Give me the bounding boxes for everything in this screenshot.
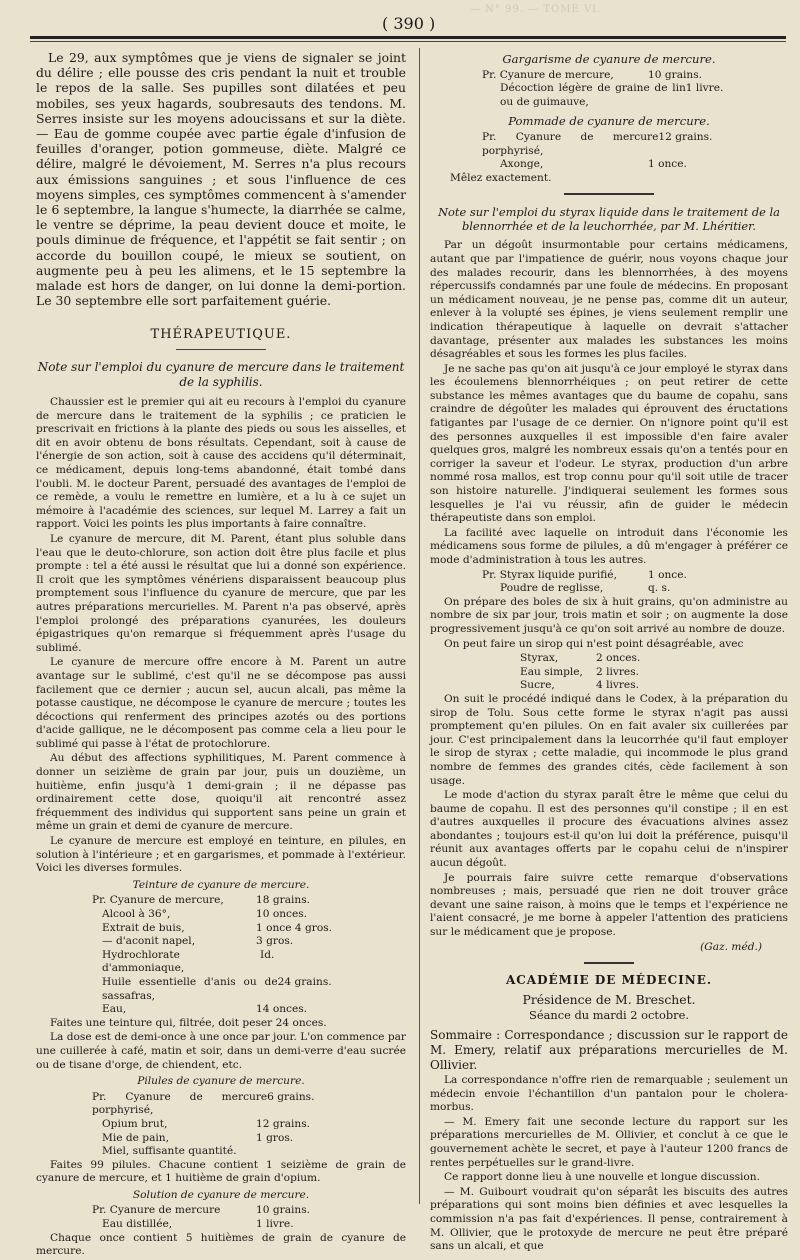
recipe-row [430, 158, 788, 172]
recipe-note: Faites 99 pilules. Chacune contient 1 seizième de grain de cyanure de mercure, et 1 huitième de grain d'opium. [36, 1158, 406, 1185]
article-divider [564, 193, 654, 195]
header-rule-thick [30, 36, 786, 39]
body-paragraph: Le cyanure de mercure, dit M. Parent, étant plus soluble dans l'eau que le deuto-chlorure, son action doit être plus facile et plus prompte : tel a été aussi le résultat que lui a donné son expérience. Il croit que les symptômes vénériens disparaissent beaucoup plus promptement sous l'influence du cyanure de mercure, que par les autres préparations mercurielles. M. Parent n'a pas observé, après l'emploi prolongé des préparations cyanurées, les douleurs épigastriques qu'on remarque si fréquemment après l'usage du sublimé. [36, 532, 406, 654]
recipe-row [36, 894, 406, 908]
quantity: 12 grains. [256, 1117, 311, 1130]
recipe-row [430, 131, 788, 158]
body-paragraph: On prépare des boles de six à huit grains, qu'on administre au nombre de six par jour, trois matin et soir ; on augmente la dose progressivement jusqu'à ce qu'on soit arrivé au nombre de douze. [430, 595, 788, 635]
quantity: 2 livres. [596, 665, 640, 678]
recipe-row [36, 1118, 406, 1132]
body-paragraph: Au début des affections syphilitiques, M. Parent commence à donner un seizième de grain par jour, puis un douzième, un huitième, enfin jusqu'à 1 demi-grain ; il ne dépasse pas ordinairement cette dose, quoiqu'il ait rencontré assez fréquemment des individus qui supportent sans peine un grain et même un grain et demi de cyanure de mercure. [36, 752, 406, 833]
page-number: ( 390 ) [382, 14, 436, 33]
quantity: 1 once. [648, 158, 687, 171]
ingredient: Eau, [102, 1003, 127, 1016]
right-column [430, 50, 788, 1255]
recipe-note: Mêlez exactement. [450, 171, 552, 184]
presidence-line: Présidence de M. Breschet. [522, 991, 696, 1007]
ingredient: Styrax, [520, 652, 559, 665]
article-title-styrax: Note sur l'emploi du styrax liquide dans le traitement de la blennorrhée et de la leuchorrhée, par M. Lhéritier. [438, 205, 780, 234]
ingredient: Pr. Styrax liquide purifié, [482, 568, 617, 581]
body-paragraph: On peut faire un sirop qui n'est point désagréable, avec [444, 637, 744, 650]
recipe-row [36, 1091, 406, 1118]
article-divider [584, 962, 634, 964]
lead-paragraph-block [36, 50, 406, 308]
recipe-title-pommade: Pommade de cyanure de mercure. [508, 114, 710, 129]
ingredient: Pr. Cyanure de mercure, [92, 894, 224, 907]
quantity: 6 grains. [267, 1090, 315, 1103]
quantity: 2 onces. [596, 652, 641, 665]
cyanure-body [36, 396, 406, 1259]
recipe-row [430, 69, 788, 83]
recipe-title-teinture: Teinture de cyanure de mercure. [132, 878, 310, 891]
quantity: 10 grains. [648, 68, 703, 81]
recipe-title-pilules: Pilules de cyanure de mercure. [137, 1075, 305, 1088]
quantity: 14 onces. [256, 1003, 308, 1016]
body-paragraph: On suit le procédé indiqué dans le Codex, à la préparation du sirop de Tolu. Sous cette forme le styrax n'agit pas aussi promptement qu'en pilules. On en fait avaler six cuillerées par jour. C'est principalement dans la leucorrhée qu'il faut employer le sirop de styrax ; cette maladie, qui incommode le plus grand nombre de femmes des grandes cités, cède facilement à son usage. [430, 692, 788, 787]
header-watermark-note: — N° 99. — TOME VI. [470, 4, 602, 15]
recipe-row [36, 1218, 406, 1232]
recipe-row [36, 949, 406, 976]
ingredient: Hydrochlorate d'ammoniaque, [102, 948, 185, 975]
ingredient: Pr. Cyanure de mercure, [482, 68, 614, 81]
ingredient: Alcool à 36°, [102, 908, 171, 921]
quantity: 10 grains. [256, 1204, 311, 1217]
recipe-row [36, 1132, 406, 1146]
ingredient: Eau simple, [520, 665, 583, 678]
ingredient: — d'aconit napel, [102, 935, 196, 948]
recipe-row [36, 1204, 406, 1218]
quantity: 24 grains. [277, 975, 332, 988]
sommaire: Sommaire : Correspondance ; discussion sur le rapport de M. Emery, relatif aux préparations mercurielles de M. Ollivier. [430, 1028, 788, 1072]
recipe-dose: La dose est de demi-once à une once par jour. L'on commence par une cuillerée à café, matin et soir, dans un demi-verre d'eau sucrée ou de tisane d'orge, de chiendent, etc. [36, 1031, 406, 1071]
body-paragraph: Ce rapport donne lieu à une nouvelle et longue discussion. [444, 1171, 761, 1184]
recipe-row [430, 569, 788, 583]
ingredient: Pr. Cyanure de mercure porphyrisé, [92, 1090, 268, 1117]
body-paragraph: — M. Emery fait une seconde lecture du rapport sur les préparations mercurielles de M. Ollivier, et conclut à ce que le gouvernement achète le secret, et paye à l'auteur 1200 francs de rentes perpétuelles sur le grand-livre. [430, 1115, 788, 1169]
recipe-row [36, 1003, 406, 1017]
article-title-cyanure: Note sur l'emploi du cyanure de mercure dans le traitement de la syphilis. [37, 360, 405, 390]
section-title-therapeutique: THÉRAPEUTIQUE. [150, 327, 292, 343]
ingredient: Pr. Cyanure de mercure porphyrisé, [482, 130, 659, 157]
lead-paragraph: Le 29, aux symptômes que je viens de signaler se joint du délire ; elle pousse des cris pendant la nuit et trouble le repos de la salle. Ses pupilles sont dilatées et peu mobiles, ses yeux hagards, soubresauts des tendons. M. Serres insiste sur les moyens adoucissans et sur la diète. — Eau de gomme coupée avec partie égale d'infusion de feuilles d'oranger, potion gommeuse, diète. Malgré ce délire, malgré le dévoiement, M. Serres n'a plus recours aux émissions sanguines ; et sous l'influence de ces moyens simples, ces symptômes commencent à s'amender le 6 septembre, la langue s'humecte, la diarrhée se calme, le ventre se déprime, la peau devient douce et moite, le pouls diminue de fréquence, et l'appétit se fait sentir ; on accorde du bouillon coupé, le mieux se soutient, on augmente peu à peu les alimens, et le 15 septembre la malade est hors de danger, on lui donne la demi-portion. Le 30 septembre elle sort parfaitement guérie. [36, 50, 406, 309]
ingredient: Pr. Cyanure de mercure [92, 1204, 221, 1217]
ingredient: Opium brut, [102, 1117, 168, 1130]
section-divider [176, 349, 266, 350]
recipe-note: Faites une teinture qui, filtrée, doit peser 24 onces. [50, 1016, 327, 1029]
body-paragraph: Le cyanure de mercure offre encore à M. Parent un autre avantage sur le sublimé, c'est qu'il ne se décompose pas aussi facilement que ce dernier ; aucun sel, aucun alcali, pas même la potasse caustique, ne décompose le cyanure de mercure ; toutes les décoctions qui renferment des principes azotés ou des portions d'acide gallique, ne le décomposent pas comme cela a lieu pour le sublimé qui passe à l'état de protochlorure. [36, 656, 406, 750]
header-rule-thin [30, 41, 786, 42]
recipe-row [36, 976, 406, 1003]
body-paragraph: La facilité avec laquelle on introduit dans l'économie les médicamens sous forme de pilules, a dû m'engager à préférer ce mode d'administration à tous les autres. [430, 526, 788, 566]
quantity: Id. [260, 948, 275, 961]
ingredient: Sucre, [520, 679, 555, 692]
ingredient: Décoction légère de graine de lin ou de guimauve, [500, 82, 686, 108]
quantity: q. s. [648, 582, 671, 595]
quantity: 3 gros. [256, 935, 294, 948]
ingredient: Poudre de reglisse, [500, 582, 604, 595]
body-paragraph: — M. Guibourt voudrait qu'on séparât les biscuits des autres préparations qui sont moins bien définies et avec lesquelles la commission n'a pas fait d'expériences. Il pense, contrairement à M. Ollivier, que le protoxyde de mercure ne peut être préparé sans un alcali, et que [430, 1185, 788, 1253]
quantity: 10 onces. [256, 908, 308, 921]
recipe-row [36, 935, 406, 949]
quantity: 4 livres. [596, 679, 640, 692]
recipe-row [36, 908, 406, 922]
quantity: 1 once 4 gros. [256, 921, 333, 934]
recipe-row [430, 82, 788, 109]
academy-heading: ACADÉMIE DE MÉDECINE. [505, 973, 713, 988]
source-citation: (Gaz. méd.) [700, 940, 762, 953]
quantity [256, 1145, 376, 1159]
quantity: 12 grains. [658, 130, 713, 143]
ingredient: Huile essentielle d'anis ou de sassafras, [102, 975, 278, 1002]
column-separator [419, 48, 420, 1204]
ingredient: Extrait de buis, [102, 921, 185, 934]
recipe-row [430, 666, 788, 680]
quantity: 1 once. [648, 568, 687, 581]
quantity: 1 livre. [685, 82, 724, 95]
quantity: 18 grains. [256, 894, 311, 907]
recipe-row [430, 679, 788, 693]
ingredient: Mie de pain, [102, 1131, 169, 1144]
recipe-title-solution: Solution de cyanure de mercure. [132, 1188, 310, 1201]
recipe-row [36, 922, 406, 936]
recipe-row [430, 582, 788, 596]
ingredient: Miel, suffisante quantité. [102, 1145, 237, 1158]
quantity: 1 gros. [256, 1131, 294, 1144]
body-paragraph: La correspondance n'offre rien de remarquable ; seulement un médecin envoie l'échantillon d'un pantalon pour le cholera-morbus. [430, 1074, 788, 1114]
body-paragraph: Je pourrais faire suivre cette remarque d'observations nombreuses ; mais, persuadé que rien ne doit trouver grâce devant une saine raison, à moins que le temps et l'expérience ne l'aient consacré, je me borne à appeler l'attention des praticiens sur le médicament que je propose. [430, 871, 788, 939]
seance-date: Séance du mardi 2 octobre. [529, 1008, 689, 1023]
body-paragraph: Le mode d'action du styrax paraît être le même que celui du baume de copahu. Il est des personnes qu'il constipe ; il en est d'autres auxquelles il procure des évacuations alvines assez abondantes ; toujours est-il qu'on lui doit la préférence, puisqu'il réunit aux avantages offerts par le copahu celui de n'inspirer aucun dégoût. [430, 789, 788, 870]
recipe-row [36, 1145, 406, 1159]
quantity: 1 livre. [256, 1218, 294, 1231]
recipe-row [430, 652, 788, 666]
recipe-title-gargarisme: Gargarisme de cyanure de mercure. [502, 52, 716, 66]
recipe-note: Chaque once contient 5 huitièmes de grain de cyanure de mercure. [36, 1231, 406, 1258]
body-paragraph: Par un dégoût insurmontable pour certains médicamens, autant que par l'impatience de guérir, nous voyons chaque jour des malades recourir, dans les blennorrhées, à des moyens répercussifs condamnés par une foule de médecins. En proposant un médicament nouveau, je ne pense pas, comme dit un auteur, enlever à la volupté ses épines, je viens seulement remplir une indication thérapeutique à laquelle on devrait s'attacher davantage, présenter aux malades les substances les moins désagréables et sous les formes les plus faciles. [430, 239, 788, 361]
ingredient: Eau distillée, [102, 1218, 173, 1231]
body-paragraph: Je ne sache pas qu'on ait jusqu'à ce jour employé le styrax dans les écoulemens blennorrhéiques ; on peut retirer de cette substance les mêmes avantages que du baume de copahu, sans craindre de dégoûter les malades qui éprouvent des éructations fatigantes par l'usage de ce dernier. On n'ignore point qu'il est des personnes auxquelles il est impossible d'en faire avaler quelques gros, malgré les nombreux essais qu'on a tentés pour en corriger la saveur et l'odeur. Le styrax, production d'un arbre nommé rosa mallos, est trop connu pour qu'il soit utile de tracer son histoire naturelle. J'indiquerai seulement les formes sous lesquelles je l'ai vu réussir, afin de guider le médecin thérapeutiste dans son emploi. [430, 362, 788, 525]
left-column [36, 50, 406, 1260]
ingredient: Axonge, [500, 158, 544, 171]
body-paragraph: Chaussier est le premier qui ait eu recours à l'emploi du cyanure de mercure dans le traitement de la syphilis ; ce praticien le prescrivait en frictions à la plante des pieds ou sous les aisselles, et dit en avoir obtenu de bons résultats. Cependant, soit à cause de l'énergie de son action, soit à cause des accidens qu'il déterminait, ce médicament, depuis long-tems abandonné, était tombé dans l'oubli. M. le docteur Parent, persuadé des avantages de l'emploi de ce remède, a voulu le remettre en lumière, et a lu à ce sujet un mémoire à l'académie des sciences, sur lequel M. Larrey a fait un rapport. Voici les points les plus importants à faire connaître. [36, 396, 406, 531]
body-paragraph: Le cyanure de mercure est employé en teinture, en pilules, en solution à l'intérieure ; et en gargarismes, et pommade à l'extérieur. Voici les diverses formules. [36, 835, 406, 875]
